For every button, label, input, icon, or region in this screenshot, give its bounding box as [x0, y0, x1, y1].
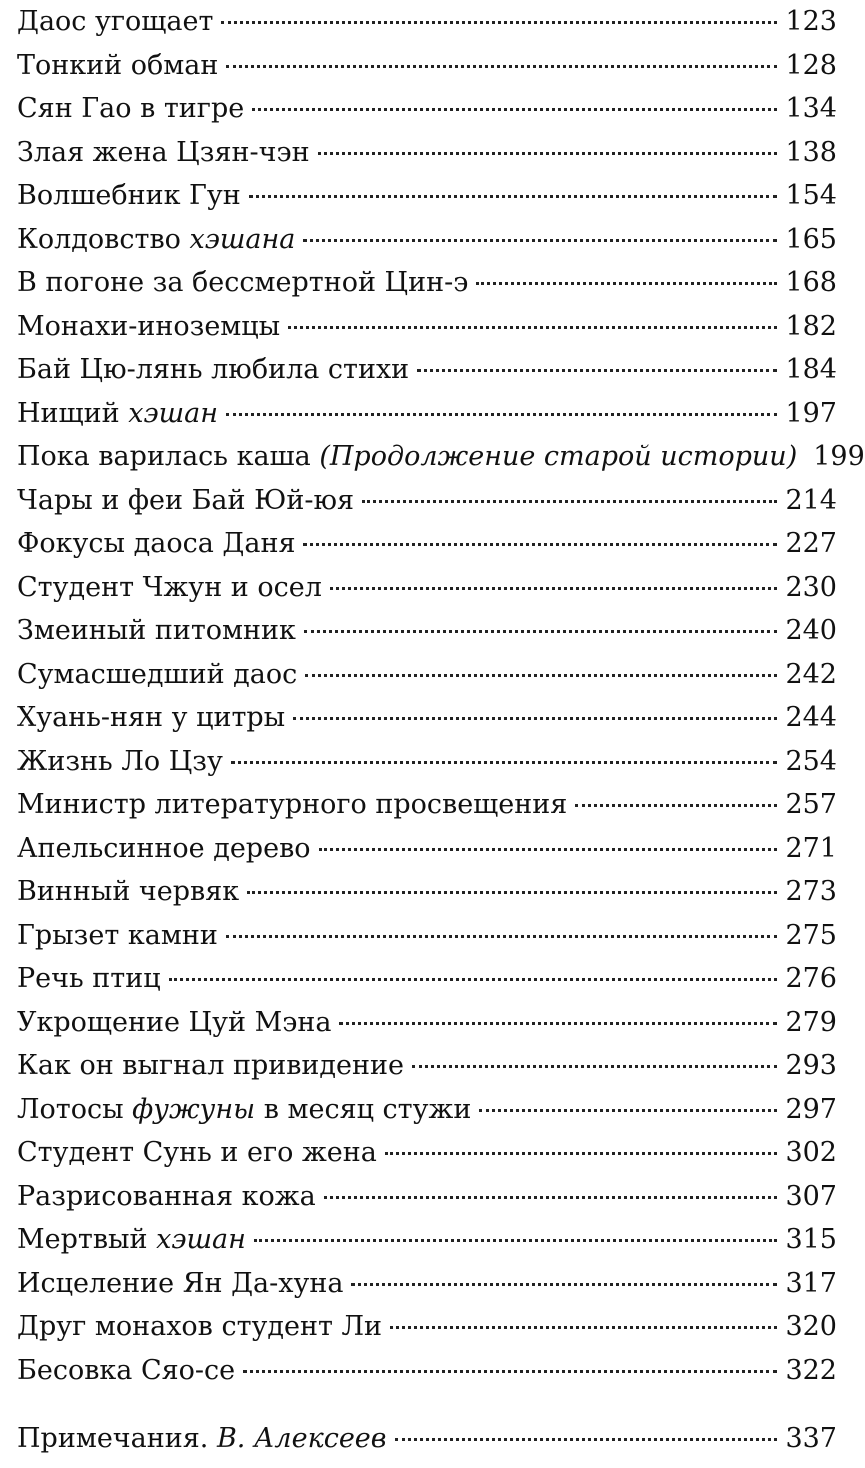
page-number: 128	[785, 49, 837, 81]
entry-title-part: Друг монахов студент Ли	[17, 1311, 383, 1342]
toc-entry	[17, 1044, 837, 1088]
entry-title-part: Мертвый	[17, 1224, 157, 1255]
entry-title-italic-part: хэшан	[128, 397, 219, 429]
page-number: 273	[785, 876, 837, 907]
page-number: 297	[785, 1093, 837, 1125]
entry-title	[17, 1349, 235, 1393]
entry-title	[17, 1305, 382, 1349]
dot-leader	[324, 1196, 778, 1199]
entry-title-part: Злая жена Цзян-чэн	[17, 136, 310, 168]
page-number: 254	[785, 745, 837, 777]
entry-title-part: Бесовка Сяо-се	[17, 1354, 236, 1386]
entry-title	[17, 479, 354, 523]
toc-entry	[17, 653, 837, 697]
entry-title-part: в месяц стужи	[255, 1093, 472, 1125]
entry-title	[17, 131, 310, 175]
entry-title	[17, 174, 241, 218]
entry-title	[17, 1088, 471, 1132]
entry-title-part: Сян Гао в тигре	[17, 93, 245, 124]
dot-leader	[293, 717, 777, 720]
entry-title-part: Волшебник Гун	[17, 180, 241, 211]
page-number: 315	[785, 1224, 837, 1255]
toc-entry	[17, 1131, 837, 1175]
page-number: 240	[785, 615, 837, 646]
dot-leader	[243, 1370, 777, 1373]
page-number: 307	[785, 1180, 837, 1212]
dot-leader	[339, 1022, 777, 1025]
entry-title-part: Пока варилась каша	[17, 441, 320, 472]
page-number: 168	[785, 267, 837, 298]
toc-entry	[17, 566, 837, 610]
entry-title	[17, 870, 239, 914]
entry-title-part: Фокусы даоса Даня	[17, 528, 296, 559]
dot-leader	[169, 978, 778, 981]
entry-title-part: Нищий	[17, 397, 129, 429]
entry-title	[17, 435, 797, 479]
entry-title-part: Исцеление Ян Да-хуна	[17, 1267, 344, 1299]
page-number: 279	[785, 1006, 837, 1038]
toc-entry	[17, 392, 837, 436]
page-number: 257	[785, 789, 837, 820]
page-number: 230	[785, 571, 837, 603]
dot-leader	[385, 1152, 778, 1155]
dot-leader	[303, 239, 777, 242]
entry-title-italic-part: хэшан	[156, 1224, 246, 1255]
entry-title	[17, 740, 223, 784]
entry-title	[17, 1218, 246, 1262]
entry-title-italic-part: (Продолжение старой истории)	[319, 441, 798, 472]
entry-title-part: Лотосы	[17, 1093, 133, 1125]
entry-title-italic-part: хэшана	[189, 223, 296, 255]
entry-title-italic-part: В. Алексеев	[216, 1423, 387, 1454]
entry-title	[17, 1044, 404, 1088]
toc-entry	[17, 174, 837, 218]
page-number: 276	[785, 963, 837, 994]
entry-title-part: Винный червяк	[17, 876, 240, 907]
dot-leader	[417, 369, 777, 372]
entry-title	[17, 783, 567, 827]
dot-leader	[476, 282, 777, 285]
entry-title	[17, 609, 296, 653]
table-of-contents	[17, 0, 865, 1461]
dot-leader	[318, 152, 778, 155]
entry-title	[17, 392, 218, 436]
toc-entry	[17, 870, 837, 914]
entry-title-part: Как он выгнал привидение	[17, 1050, 404, 1081]
entry-title-part: Разрисованная кожа	[17, 1180, 316, 1212]
entry-title	[17, 218, 295, 262]
toc-entry	[17, 1001, 837, 1045]
entry-title	[17, 696, 285, 740]
entry-title	[17, 1131, 377, 1175]
entry-title-part: Сумасшедший даос	[17, 658, 298, 690]
entry-title	[17, 1417, 387, 1461]
dot-leader	[575, 804, 777, 807]
dot-leader	[319, 848, 778, 851]
toc-entry	[17, 87, 837, 131]
entry-title	[17, 566, 322, 610]
toc-entry	[17, 348, 837, 392]
toc-entry	[17, 261, 837, 305]
page-number: 317	[785, 1267, 837, 1299]
toc-entry	[17, 1349, 837, 1393]
page-number: 134	[785, 93, 837, 124]
page-number: 320	[785, 1311, 837, 1342]
page-number: 154	[785, 180, 837, 211]
page-number: 199	[813, 441, 865, 472]
page-number: 214	[785, 484, 837, 516]
page-number: 184	[785, 354, 837, 385]
dot-leader	[362, 500, 777, 503]
toc-entry	[17, 44, 837, 88]
page-number: 197	[785, 397, 837, 429]
page-number: 275	[785, 919, 837, 951]
entry-title	[17, 87, 244, 131]
toc-entry	[17, 740, 837, 784]
toc-entry	[17, 1175, 837, 1219]
dot-leader	[226, 413, 777, 416]
toc-entry	[17, 914, 837, 958]
page-number: 322	[785, 1354, 837, 1386]
dot-leader	[304, 630, 778, 633]
dot-leader	[330, 587, 778, 590]
entry-title-part: Монахи-иноземцы	[17, 310, 281, 342]
entry-title	[17, 827, 311, 871]
page-number: 302	[785, 1137, 837, 1168]
page-number: 337	[785, 1423, 837, 1454]
entry-title	[17, 522, 295, 566]
dot-leader	[390, 1326, 777, 1329]
toc-entry	[17, 1262, 837, 1306]
entry-title-part: Даос угощает	[17, 6, 214, 37]
toc-entry	[17, 218, 837, 262]
entry-title-part: Студент Чжун и осел	[17, 571, 322, 603]
dot-leader	[221, 21, 777, 24]
page-number: 271	[785, 832, 837, 864]
entry-title	[17, 44, 218, 88]
toc-entry	[17, 0, 837, 44]
entry-title-part: В погоне за бессмертной Цин-э	[17, 267, 469, 298]
entry-title-part: Речь птиц	[17, 963, 161, 994]
dot-leader	[412, 1065, 777, 1068]
entry-title-part: Жизнь Ло Цзу	[17, 745, 223, 777]
dot-leader	[226, 65, 777, 68]
entry-title-part: Чары и феи Бай Юй-юя	[17, 484, 354, 516]
page-number: 227	[785, 528, 837, 559]
entry-title	[17, 1175, 316, 1219]
entry-title-part: Колдовство	[17, 223, 190, 255]
toc-entry	[17, 827, 837, 871]
toc-entry	[17, 1088, 837, 1132]
toc-notes	[17, 1417, 837, 1461]
dot-leader	[247, 891, 777, 894]
entry-title	[17, 348, 409, 392]
toc-entry	[17, 957, 837, 1001]
toc-entry	[17, 1305, 837, 1349]
entry-title	[17, 0, 213, 44]
dot-leader	[305, 674, 777, 677]
page-number: 242	[785, 658, 837, 690]
entry-title	[17, 957, 161, 1001]
entry-title-part: Хуань-нян у цитры	[17, 702, 286, 733]
toc-entry	[17, 696, 837, 740]
entry-title-part: Укрощение Цуй Мэна	[17, 1006, 332, 1038]
dot-leader	[479, 1109, 777, 1112]
page-number: 182	[785, 310, 837, 342]
page-number: 138	[785, 136, 837, 168]
dot-leader	[226, 935, 778, 938]
entry-title-part: Министр литературного просвещения	[17, 789, 568, 820]
toc-entry	[17, 1218, 837, 1262]
dot-leader	[252, 108, 777, 111]
page-number: 165	[785, 223, 837, 255]
entry-title-part: Примечания.	[17, 1423, 217, 1454]
toc-entry	[17, 479, 837, 523]
toc-entry	[17, 609, 837, 653]
entry-title-part: Тонкий обман	[17, 49, 219, 81]
toc-entry	[17, 435, 865, 479]
dot-leader	[231, 761, 778, 764]
page-number: 293	[785, 1050, 837, 1081]
entry-title-part: Бай Цю-лянь любила стихи	[17, 354, 410, 385]
entry-title-part: Студент Сунь и его жена	[17, 1137, 377, 1168]
dot-leader	[249, 195, 778, 198]
dot-leader	[351, 1283, 777, 1286]
page-number: 244	[785, 702, 837, 733]
entry-title-part: Апельсинное дерево	[17, 832, 311, 864]
entry-title	[17, 653, 297, 697]
section-gap	[17, 1392, 837, 1417]
dot-leader	[395, 1438, 778, 1441]
dot-leader	[303, 543, 777, 546]
entry-title	[17, 914, 218, 958]
toc-entry	[17, 305, 837, 349]
dot-leader	[254, 1239, 778, 1242]
toc-entries	[17, 0, 865, 1392]
entry-title	[17, 1262, 343, 1306]
entry-title	[17, 305, 280, 349]
entry-title	[17, 1001, 331, 1045]
entry-title-part: Грызет камни	[17, 919, 218, 951]
entry-title	[17, 261, 468, 305]
toc-entry-notes	[17, 1417, 837, 1461]
page-number: 123	[785, 6, 837, 37]
toc-entry	[17, 783, 837, 827]
toc-entry	[17, 522, 837, 566]
dot-leader	[288, 326, 777, 329]
entry-title-italic-part: фужуны	[132, 1093, 256, 1125]
entry-title-part: Змеиный питомник	[17, 615, 296, 646]
toc-entry	[17, 131, 837, 175]
